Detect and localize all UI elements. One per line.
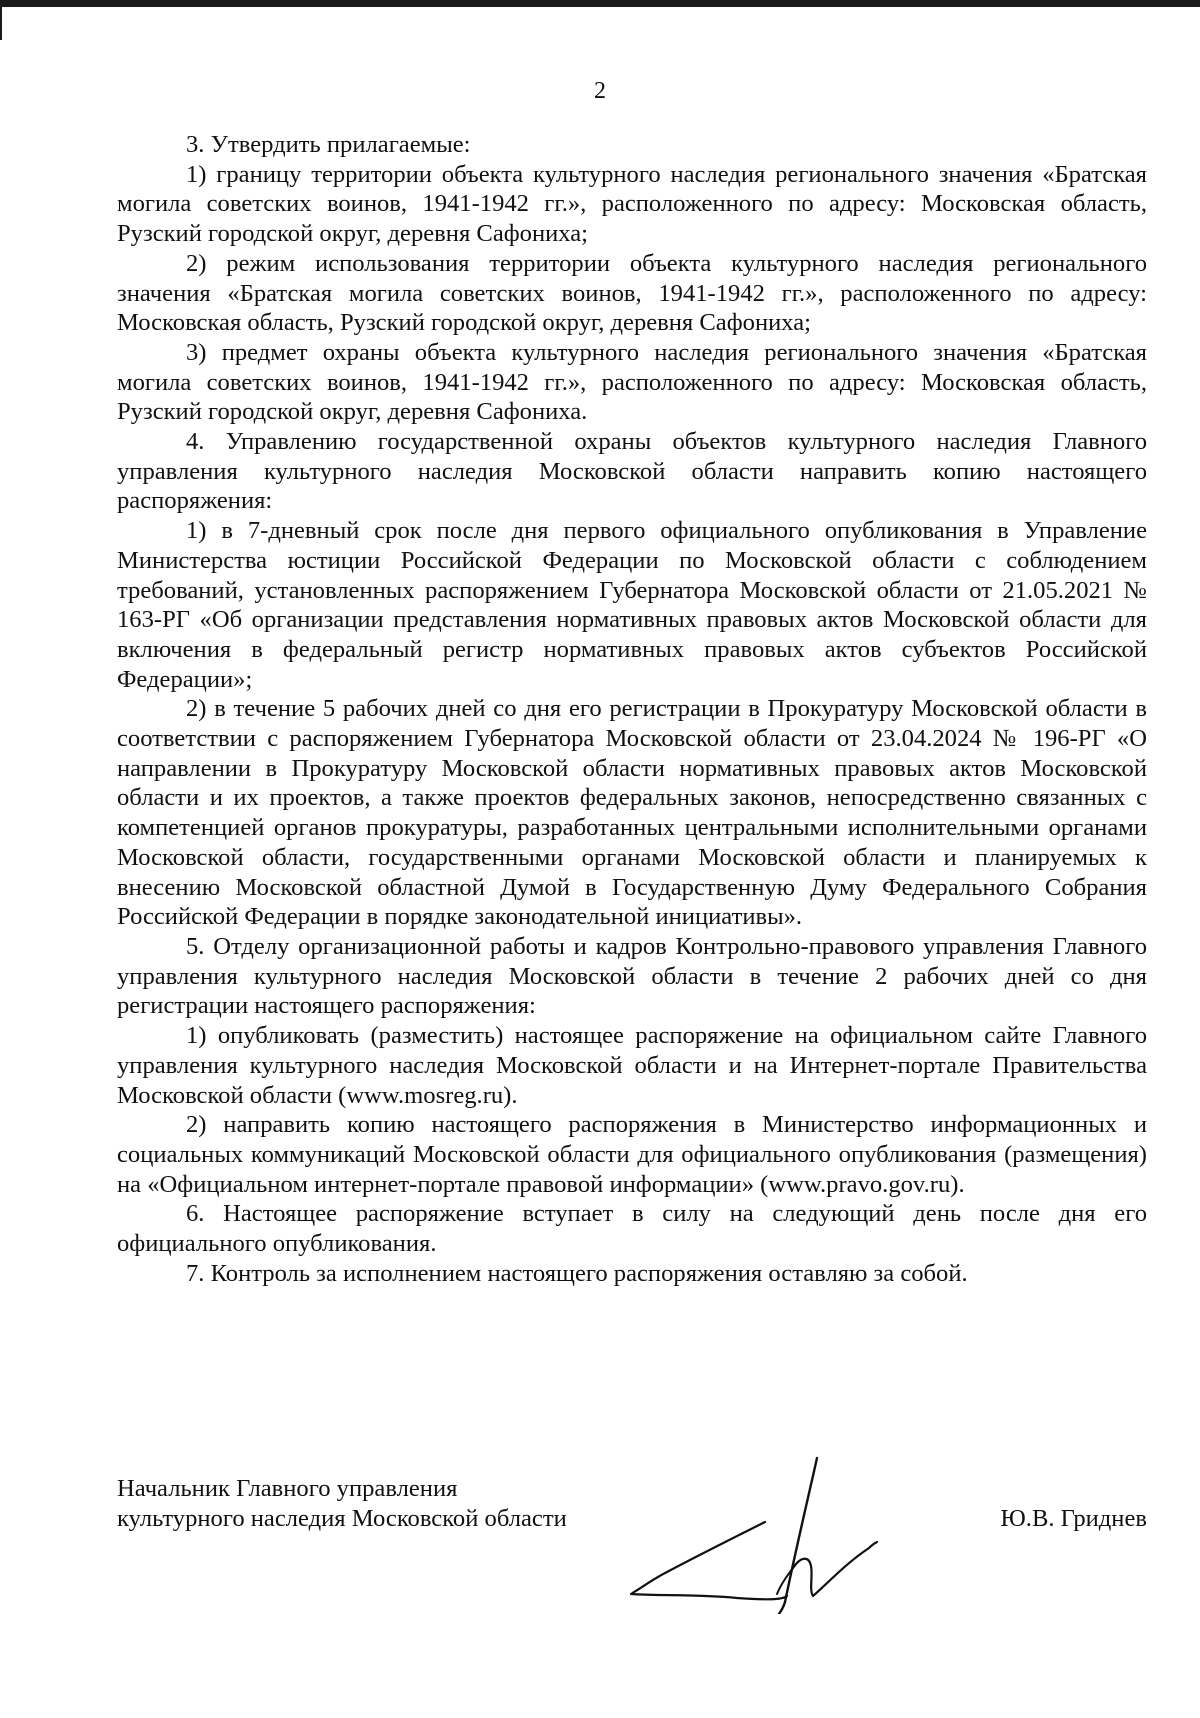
signatory-name: Ю.В. Гриднев <box>1000 1504 1147 1532</box>
paragraph-effective-date: 6. Настоящее распоряжение вступает в силу на следующий день после дня его официального опубликования. <box>117 1200 1147 1258</box>
scan-border-left <box>0 0 2 40</box>
signatory-position-line2: культурного наследия Московской области <box>117 1504 567 1532</box>
page-number: 2 <box>594 78 606 104</box>
scan-border-top <box>0 0 1200 7</box>
document-body <box>117 130 1147 1288</box>
paragraph-send-prosecutor: 2) в течение 5 рабочих дней со дня его регистрации в Прокуратуру Московской области в соответствии с распоряжением Губернатора Московской области от 23.04.2024 № 196-РГ «О направлении в Прокуратуру Московской области нормативных правовых актов Московской области и их проектов, а также проектов федеральных законов, непосредственно связанных с компетенцией органов прокуратуры, разработанных центральными исполнительными органами Московской области, государственными органами Московской области и планируемых к внесению Московской областной Думой в Государственную Думу Федерального Собрания Российской Федерации в порядке законодательной инициативы». <box>117 695 1147 931</box>
paragraph-send-copy: 4. Управлению государственной охраны объектов культурного наследия Главного управления культурного наследия Московской области направить копию настоящего распоряжения: <box>117 428 1147 515</box>
signatory-position <box>117 1474 567 1533</box>
paragraph-approve-usage-mode: 2) режим использования территории объекта культурного наследия регионального значения «Братская могила советских воинов, 1941-1942 гг.», расположенного по адресу: Московская область, Рузский городской округ, деревня Сафониха; <box>117 249 1147 337</box>
handwritten-signature <box>617 1444 937 1614</box>
paragraph-publication-department: 5. Отделу организационной работы и кадров Контрольно-правового управления Главного управления культурного наследия Московской области в течение 2 рабочих дней со дня регистрации настоящего распоряжения: <box>117 932 1147 1020</box>
paragraph-send-info-ministry: 2) направить копию настоящего распоряжения в Министерство информационных и социальных коммуникаций Московской области для официального опубликования (размещения) на «Официальном интернет-портале правовой информации» (www.pravo.gov.ru). <box>117 1111 1147 1198</box>
paragraph-approve-protection-subject: 3) предмет охраны объекта культурного наследия регионального значения «Братская могила советских воинов, 1941-1942 гг.», расположенного по адресу: Московская область, Рузский городской округ, деревня Сафониха. <box>117 338 1147 426</box>
paragraph-approve: 3. Утвердить прилагаемые: <box>186 131 471 158</box>
paragraph-publish-website: 1) опубликовать (разместить) настоящее распоряжение на официальном сайте Главного управления культурного наследия Московской области и на Интернет-портале Правительства Московской области (www.mosreg.ru). <box>117 1022 1147 1109</box>
paragraph-control: 7. Контроль за исполнением настоящего распоряжения оставляю за собой. <box>186 1259 968 1287</box>
paragraph-send-justice-ministry: 1) в 7-дневный срок после дня первого официального опубликования в Управление Министерства юстиции Российской Федерации по Московской области с соблюдением требований, установленных распоряжением Губернатора Московской области от 21.05.2021 № 163-РГ «Об организации представления нормативных правовых актов Московской области для включения в федеральный регистр нормативных правовых актов субъектов Российской Федерации»; <box>117 517 1147 693</box>
signature-block <box>117 1474 1147 1594</box>
signatory-position-line1: Начальник Главного управления <box>117 1475 458 1502</box>
paragraph-approve-boundary: 1) границу территории объекта культурного наследия регионального значения «Братская могила советских воинов, 1941-1942 гг.», расположенного по адресу: Московская область, Рузский городской округ, деревня Сафониха; <box>117 160 1147 248</box>
